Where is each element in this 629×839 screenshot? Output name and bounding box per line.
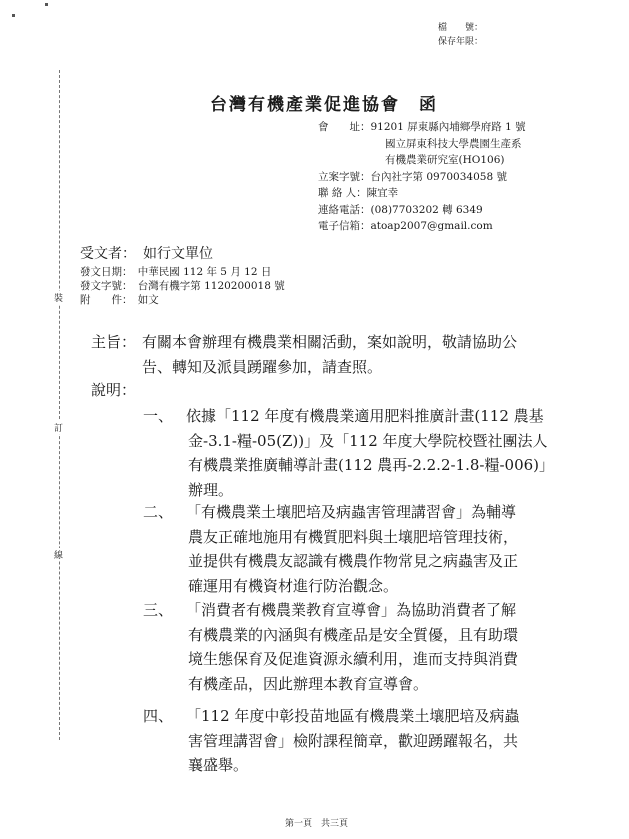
page-footer: 第一頁 共三頁 bbox=[285, 819, 349, 829]
item-line: 並提供有機農友認識有機農作物常見之病蟲害及正 bbox=[188, 552, 519, 570]
item-line: 確運用有機資材進行防治觀念。 bbox=[188, 576, 399, 595]
item-number: 四、 bbox=[143, 707, 174, 725]
binding-line bbox=[59, 70, 60, 740]
scan-speck bbox=[45, 3, 48, 6]
scan-speck bbox=[12, 14, 15, 17]
sender-info-line: 電子信箱：atoap2007@gmail.com bbox=[318, 220, 493, 232]
document-meta-line: 發文字號： 台灣有機字第 1120200018 號 bbox=[80, 280, 285, 292]
item-line: 依據「112 年度有機農業適用肥料推廣計畫(112 農基 bbox=[186, 407, 544, 425]
binding-mark-ding: 訂 bbox=[54, 421, 63, 434]
item-line: 金-3.1-糧-05(Z))」及「112 年度大學院校暨社團法人 bbox=[188, 431, 548, 450]
item-line: 有機農業推廣輔導計畫(112 農再-2.2.2-1.8-糧-006)」 bbox=[188, 456, 555, 474]
subject-line: 有關本會辦理有機農業相關活動，案如說明，敬請協助公 bbox=[142, 333, 518, 351]
sender-info-line: 國立屏東科技大學農園生產系 bbox=[385, 137, 522, 150]
item-line: 「有機農業土壤肥培及病蟲害管理講習會」為輔導 bbox=[186, 503, 517, 521]
item-number: 一、 bbox=[143, 407, 174, 425]
item-line: 害管理講習會」檢附課程簡章，歡迎踴躍報名，共 bbox=[188, 731, 519, 750]
recipient: 受文者： 如行文單位 bbox=[80, 246, 213, 262]
item-line: 有機農業的內涵與有機產品是安全質優，且有助環 bbox=[188, 625, 519, 644]
binding-mark-xian: 線 bbox=[54, 548, 63, 561]
item-line: 「112 年度中彰投苗地區有機農業土壤肥培及病蟲 bbox=[186, 707, 520, 725]
sender-info-line: 連絡電話：(08)7703202 轉 6349 bbox=[318, 203, 483, 216]
retention-period-label: 保存年限： bbox=[438, 37, 484, 47]
explanation-label: 說明： bbox=[91, 381, 137, 399]
item-line: 農友正確地施用有機質肥料與土壤肥培管理技術， bbox=[188, 527, 519, 546]
item-number: 二、 bbox=[143, 503, 174, 521]
item-line: 境生態保育及促進資源永續利用，進而支持與消費 bbox=[188, 650, 519, 668]
item-number: 三、 bbox=[143, 601, 174, 619]
item-line: 辦理。 bbox=[188, 480, 234, 499]
item-line: 「消費者有機農業教育宣導會」為協助消費者了解 bbox=[186, 601, 517, 619]
subject-line: 告、轉知及派員踴躍參加，請查照。 bbox=[142, 358, 383, 376]
sender-info-line: 立案字號：台內社字第 0970034058 號 bbox=[318, 170, 507, 183]
document-meta-line: 發文日期： 中華民國 112 年 5 月 12 日 bbox=[80, 266, 272, 278]
subject-label: 主旨： bbox=[91, 333, 137, 351]
item-line: 有機產品，因此辦理本教育宣導會。 bbox=[188, 674, 429, 693]
sender-info-line: 聯 絡 人：陳宜幸 bbox=[318, 187, 399, 199]
document-meta-line: 附 件： 如文 bbox=[80, 294, 159, 306]
sender-info-line: 會 址：91201 屏東縣內埔鄉學府路 1 號 bbox=[318, 121, 526, 133]
item-line: 襄盛舉。 bbox=[188, 756, 249, 774]
document-title: 台灣有機產業促進協會 函 bbox=[210, 95, 438, 115]
sender-info-line: 有機農業研究室(HO106) bbox=[385, 154, 505, 166]
file-number-label: 檔 號： bbox=[438, 23, 484, 33]
binding-mark-zhuang: 裝 bbox=[54, 291, 63, 304]
